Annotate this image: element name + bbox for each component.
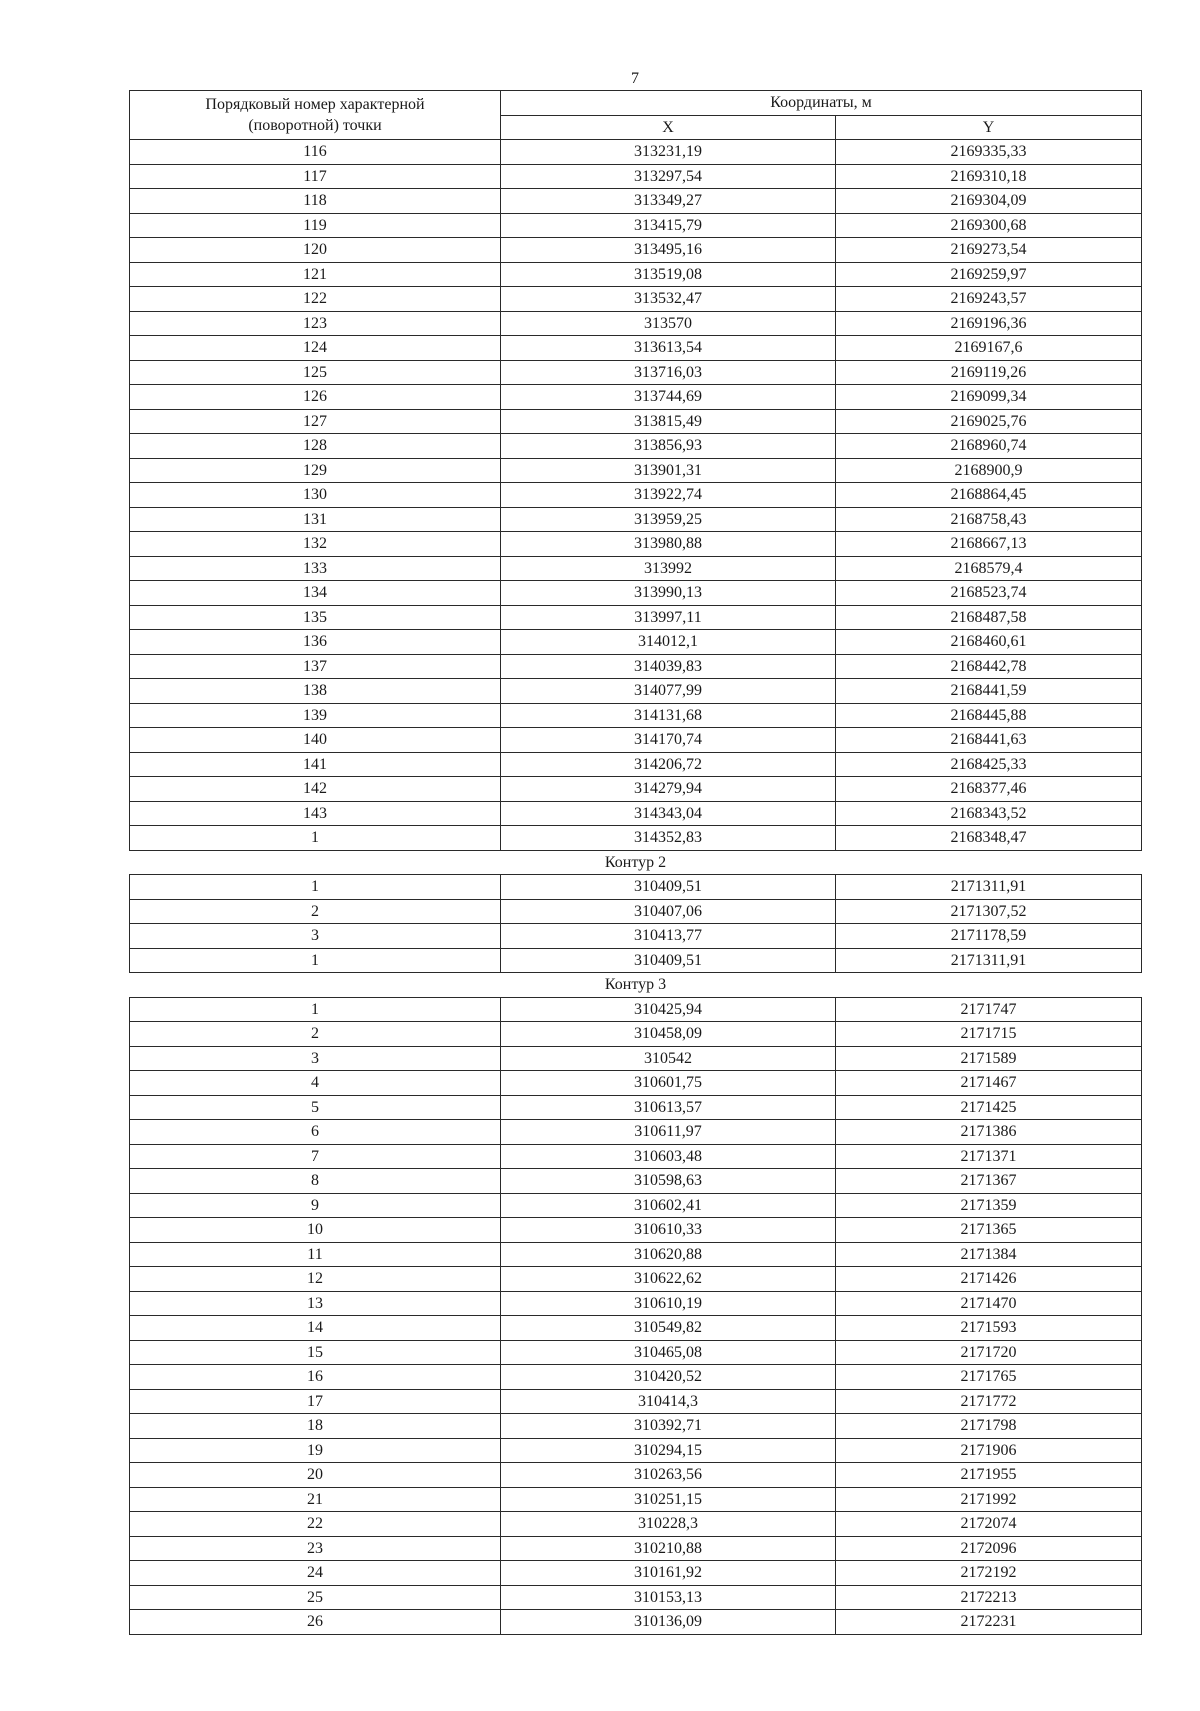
y-coordinate-cell: 2168487,58 [836, 605, 1142, 630]
point-number-cell: 116 [130, 140, 501, 165]
coordinates-header: Координаты, м [501, 91, 1142, 116]
table-row [130, 1095, 1142, 1120]
point-number-cell: 143 [130, 801, 501, 826]
y-coordinate-cell: 2171765 [836, 1365, 1142, 1390]
table-row [130, 1389, 1142, 1414]
point-number-cell: 26 [130, 1610, 501, 1635]
y-coordinate-cell: 2172192 [836, 1561, 1142, 1586]
y-coordinate-cell: 2172213 [836, 1585, 1142, 1610]
table-row [130, 801, 1142, 826]
x-coordinate-cell: 310610,33 [501, 1218, 836, 1243]
y-coordinate-cell: 2169119,26 [836, 360, 1142, 385]
x-coordinate-cell: 310294,15 [501, 1438, 836, 1463]
point-number-cell: 7 [130, 1144, 501, 1169]
table-row [130, 287, 1142, 312]
x-coordinate-cell: 310413,77 [501, 924, 836, 949]
table-row [130, 1561, 1142, 1586]
y-coordinate-cell: 2168377,46 [836, 777, 1142, 802]
x-coordinate-cell: 310407,06 [501, 899, 836, 924]
x-coordinate-cell: 314131,68 [501, 703, 836, 728]
point-number-cell: 122 [130, 287, 501, 312]
x-coordinate-cell: 310251,15 [501, 1487, 836, 1512]
page-number: 7 [631, 70, 639, 87]
x-coordinate-cell: 310425,94 [501, 997, 836, 1022]
x-coordinate-cell: 313716,03 [501, 360, 836, 385]
table-row [130, 507, 1142, 532]
point-number-cell: 9 [130, 1193, 501, 1218]
table-row [130, 1267, 1142, 1292]
y-coordinate-cell: 2171467 [836, 1071, 1142, 1096]
point-number-cell: 127 [130, 409, 501, 434]
table-row [130, 458, 1142, 483]
table-row [130, 679, 1142, 704]
table-row [130, 213, 1142, 238]
y-coordinate-cell: 2171715 [836, 1022, 1142, 1047]
x-coordinate-cell: 313570 [501, 311, 836, 336]
point-number-cell: 15 [130, 1340, 501, 1365]
point-number-cell: 142 [130, 777, 501, 802]
point-number-cell: 136 [130, 630, 501, 655]
y-coordinate-cell: 2168343,52 [836, 801, 1142, 826]
point-number-cell: 25 [130, 1585, 501, 1610]
point-number-cell: 13 [130, 1291, 501, 1316]
table-row [130, 1610, 1142, 1635]
x-coordinate-cell: 310549,82 [501, 1316, 836, 1341]
x-coordinate-cell: 310602,41 [501, 1193, 836, 1218]
x-coordinate-cell: 313297,54 [501, 164, 836, 189]
x-coordinate-cell: 310613,57 [501, 1095, 836, 1120]
table-row [130, 1046, 1142, 1071]
point-number-header: Порядковый номер характерной (поворотной) точки [130, 91, 501, 140]
y-coordinate-cell: 2168460,61 [836, 630, 1142, 655]
table-row [130, 777, 1142, 802]
table-row [130, 1144, 1142, 1169]
point-number-cell: 141 [130, 752, 501, 777]
x-coordinate-cell: 313231,19 [501, 140, 836, 165]
point-number-cell: 133 [130, 556, 501, 581]
table-row [130, 311, 1142, 336]
point-number-cell: 17 [130, 1389, 501, 1414]
y-coordinate-cell: 2171367 [836, 1169, 1142, 1194]
table-row [130, 605, 1142, 630]
x-coordinate-cell: 310263,56 [501, 1463, 836, 1488]
point-number-cell: 137 [130, 654, 501, 679]
point-number-cell: 119 [130, 213, 501, 238]
table-row [130, 1120, 1142, 1145]
point-number-cell: 24 [130, 1561, 501, 1586]
x-coordinate-cell: 310161,92 [501, 1561, 836, 1586]
point-number-cell: 23 [130, 1536, 501, 1561]
table-row [130, 1414, 1142, 1439]
table-row [130, 409, 1142, 434]
x-coordinate-cell: 313519,08 [501, 262, 836, 287]
y-coordinate-cell: 2169243,57 [836, 287, 1142, 312]
table-row [130, 1512, 1142, 1537]
point-number-cell: 12 [130, 1267, 501, 1292]
x-coordinate-cell: 310228,3 [501, 1512, 836, 1537]
x-coordinate-cell: 314170,74 [501, 728, 836, 753]
table-row [130, 1169, 1142, 1194]
table-row [130, 728, 1142, 753]
y-coordinate-cell: 2168442,78 [836, 654, 1142, 679]
y-coordinate-cell: 2171955 [836, 1463, 1142, 1488]
table-row [130, 875, 1142, 900]
y-coordinate-cell: 2168441,63 [836, 728, 1142, 753]
table-row [130, 1022, 1142, 1047]
x-coordinate-cell: 314077,99 [501, 679, 836, 704]
x-coordinate-cell: 310598,63 [501, 1169, 836, 1194]
point-number-cell: 8 [130, 1169, 501, 1194]
point-number-cell: 14 [130, 1316, 501, 1341]
x-coordinate-cell: 310611,97 [501, 1120, 836, 1145]
x-coordinate-cell: 310414,3 [501, 1389, 836, 1414]
point-number-cell: 118 [130, 189, 501, 214]
x-coordinate-cell: 314039,83 [501, 654, 836, 679]
point-number-cell: 140 [130, 728, 501, 753]
table-row [130, 703, 1142, 728]
y-coordinate-cell: 2171593 [836, 1316, 1142, 1341]
table-row [130, 826, 1142, 851]
contour-title-row [130, 973, 1142, 998]
point-number-cell: 139 [130, 703, 501, 728]
table-row [130, 1071, 1142, 1096]
x-coordinate-cell: 313856,93 [501, 434, 836, 459]
y-coordinate-cell: 2169196,36 [836, 311, 1142, 336]
x-coordinate-cell: 313532,47 [501, 287, 836, 312]
point-number-cell: 2 [130, 1022, 501, 1047]
x-coordinate-cell: 313415,79 [501, 213, 836, 238]
table-row [130, 385, 1142, 410]
table-row [130, 752, 1142, 777]
table-row [130, 997, 1142, 1022]
table-row [130, 630, 1142, 655]
x-coordinate-cell: 310153,13 [501, 1585, 836, 1610]
point-number-cell: 6 [130, 1120, 501, 1145]
point-number-cell: 1 [130, 875, 501, 900]
table-row [130, 1340, 1142, 1365]
x-coordinate-cell: 310603,48 [501, 1144, 836, 1169]
contour-title: Контур 2 [130, 850, 1142, 875]
x-coordinate-cell: 313990,13 [501, 581, 836, 606]
y-coordinate-cell: 2168523,74 [836, 581, 1142, 606]
point-number-cell: 18 [130, 1414, 501, 1439]
point-number-cell: 1 [130, 826, 501, 851]
point-number-cell: 21 [130, 1487, 501, 1512]
y-coordinate-cell: 2169099,34 [836, 385, 1142, 410]
y-coordinate-cell: 2169259,97 [836, 262, 1142, 287]
y-coordinate-cell: 2171425 [836, 1095, 1142, 1120]
point-number-cell: 22 [130, 1512, 501, 1537]
x-coordinate-cell: 314012,1 [501, 630, 836, 655]
point-number-cell: 10 [130, 1218, 501, 1243]
y-coordinate-cell: 2171311,91 [836, 948, 1142, 973]
point-number-cell: 2 [130, 899, 501, 924]
x-coordinate-cell: 313744,69 [501, 385, 836, 410]
x-coordinate-cell: 313922,74 [501, 483, 836, 508]
table-row [130, 1242, 1142, 1267]
x-coordinate-cell: 310210,88 [501, 1536, 836, 1561]
point-number-cell: 3 [130, 1046, 501, 1071]
y-coordinate-cell: 2171311,91 [836, 875, 1142, 900]
table-row [130, 336, 1142, 361]
table-row [130, 483, 1142, 508]
y-coordinate-cell: 2168579,4 [836, 556, 1142, 581]
point-number-cell: 132 [130, 532, 501, 557]
contour-title: Контур 3 [130, 973, 1142, 998]
point-number-cell: 123 [130, 311, 501, 336]
table-row [130, 532, 1142, 557]
point-number-cell: 1 [130, 997, 501, 1022]
x-coordinate-cell: 313980,88 [501, 532, 836, 557]
y-coordinate-cell: 2171365 [836, 1218, 1142, 1243]
table-row [130, 189, 1142, 214]
x-coordinate-cell: 314352,83 [501, 826, 836, 851]
coordinates-table [129, 90, 1142, 1635]
x-coordinate-cell: 310610,19 [501, 1291, 836, 1316]
point-number-cell: 130 [130, 483, 501, 508]
y-coordinate-cell: 2169025,76 [836, 409, 1142, 434]
y-coordinate-cell: 2168667,13 [836, 532, 1142, 557]
point-number-cell: 20 [130, 1463, 501, 1488]
point-number-cell: 16 [130, 1365, 501, 1390]
y-coordinate-cell: 2169300,68 [836, 213, 1142, 238]
point-number-cell: 120 [130, 238, 501, 263]
table-row [130, 1365, 1142, 1390]
y-coordinate-cell: 2168425,33 [836, 752, 1142, 777]
x-coordinate-cell: 310409,51 [501, 948, 836, 973]
point-number-cell: 128 [130, 434, 501, 459]
table-row [130, 556, 1142, 581]
x-coordinate-cell: 313992 [501, 556, 836, 581]
y-coordinate-cell: 2168960,74 [836, 434, 1142, 459]
table-row [130, 1487, 1142, 1512]
y-coordinate-cell: 2172096 [836, 1536, 1142, 1561]
table-row [130, 1536, 1142, 1561]
y-coordinate-cell: 2171371 [836, 1144, 1142, 1169]
x-coordinate-cell: 313901,31 [501, 458, 836, 483]
point-number-cell: 135 [130, 605, 501, 630]
point-number-cell: 138 [130, 679, 501, 704]
y-coordinate-cell: 2168348,47 [836, 826, 1142, 851]
point-number-cell: 4 [130, 1071, 501, 1096]
y-coordinate-cell: 2171720 [836, 1340, 1142, 1365]
y-coordinate-cell: 2171470 [836, 1291, 1142, 1316]
point-number-cell: 125 [130, 360, 501, 385]
x-coordinate-cell: 310420,52 [501, 1365, 836, 1390]
point-number-cell: 124 [130, 336, 501, 361]
table-row [130, 164, 1142, 189]
point-number-cell: 1 [130, 948, 501, 973]
table-row [130, 1463, 1142, 1488]
x-coordinate-cell: 314279,94 [501, 777, 836, 802]
point-number-cell: 121 [130, 262, 501, 287]
y-coordinate-cell: 2171772 [836, 1389, 1142, 1414]
x-coordinate-cell: 313349,27 [501, 189, 836, 214]
contour-title-row [130, 850, 1142, 875]
y-coordinate-cell: 2168441,59 [836, 679, 1142, 704]
point-number-cell: 134 [130, 581, 501, 606]
table-body [130, 140, 1142, 1635]
table-row [130, 360, 1142, 385]
y-coordinate-cell: 2169310,18 [836, 164, 1142, 189]
x-coordinate-cell: 310542 [501, 1046, 836, 1071]
y-coordinate-cell: 2171747 [836, 997, 1142, 1022]
y-coordinate-cell: 2172074 [836, 1512, 1142, 1537]
table-row [130, 581, 1142, 606]
x-coordinate-cell: 310601,75 [501, 1071, 836, 1096]
x-coordinate-cell: 314343,04 [501, 801, 836, 826]
x-coordinate-cell: 313495,16 [501, 238, 836, 263]
point-number-cell: 3 [130, 924, 501, 949]
table-row [130, 899, 1142, 924]
x-coordinate-cell: 310136,09 [501, 1610, 836, 1635]
y-coordinate-cell: 2169304,09 [836, 189, 1142, 214]
x-coordinate-cell: 310620,88 [501, 1242, 836, 1267]
y-coordinate-cell: 2171798 [836, 1414, 1142, 1439]
x-coordinate-cell: 313959,25 [501, 507, 836, 532]
x-coordinate-cell: 314206,72 [501, 752, 836, 777]
y-coordinate-cell: 2171359 [836, 1193, 1142, 1218]
x-header: X [501, 115, 836, 140]
y-coordinate-cell: 2169335,33 [836, 140, 1142, 165]
table-row [130, 1291, 1142, 1316]
y-coordinate-cell: 2171426 [836, 1267, 1142, 1292]
table-row [130, 238, 1142, 263]
table-row [130, 1585, 1142, 1610]
x-coordinate-cell: 310622,62 [501, 1267, 836, 1292]
table-row [130, 654, 1142, 679]
y-coordinate-cell: 2169167,6 [836, 336, 1142, 361]
y-coordinate-cell: 2169273,54 [836, 238, 1142, 263]
y-coordinate-cell: 2168758,43 [836, 507, 1142, 532]
y-coordinate-cell: 2172231 [836, 1610, 1142, 1635]
point-number-cell: 129 [130, 458, 501, 483]
table-row [130, 1316, 1142, 1341]
table-row [130, 1218, 1142, 1243]
point-number-cell: 131 [130, 507, 501, 532]
y-coordinate-cell: 2171307,52 [836, 899, 1142, 924]
y-coordinate-cell: 2168900,9 [836, 458, 1142, 483]
x-coordinate-cell: 313613,54 [501, 336, 836, 361]
table-row [130, 1438, 1142, 1463]
x-coordinate-cell: 310458,09 [501, 1022, 836, 1047]
x-coordinate-cell: 313815,49 [501, 409, 836, 434]
table-row [130, 924, 1142, 949]
point-number-cell: 5 [130, 1095, 501, 1120]
y-coordinate-cell: 2171386 [836, 1120, 1142, 1145]
point-number-cell: 117 [130, 164, 501, 189]
table-row [130, 262, 1142, 287]
y-coordinate-cell: 2171906 [836, 1438, 1142, 1463]
table-row [130, 140, 1142, 165]
x-coordinate-cell: 313997,11 [501, 605, 836, 630]
point-number-cell: 11 [130, 1242, 501, 1267]
point-number-cell: 19 [130, 1438, 501, 1463]
y-coordinate-cell: 2171589 [836, 1046, 1142, 1071]
x-coordinate-cell: 310392,71 [501, 1414, 836, 1439]
y-coordinate-cell: 2171992 [836, 1487, 1142, 1512]
table-row [130, 948, 1142, 973]
table-row [130, 434, 1142, 459]
y-coordinate-cell: 2168864,45 [836, 483, 1142, 508]
y-coordinate-cell: 2168445,88 [836, 703, 1142, 728]
x-coordinate-cell: 310409,51 [501, 875, 836, 900]
x-coordinate-cell: 310465,08 [501, 1340, 836, 1365]
y-header: Y [836, 115, 1142, 140]
table-row [130, 1193, 1142, 1218]
y-coordinate-cell: 2171178,59 [836, 924, 1142, 949]
point-number-cell: 126 [130, 385, 501, 410]
y-coordinate-cell: 2171384 [836, 1242, 1142, 1267]
